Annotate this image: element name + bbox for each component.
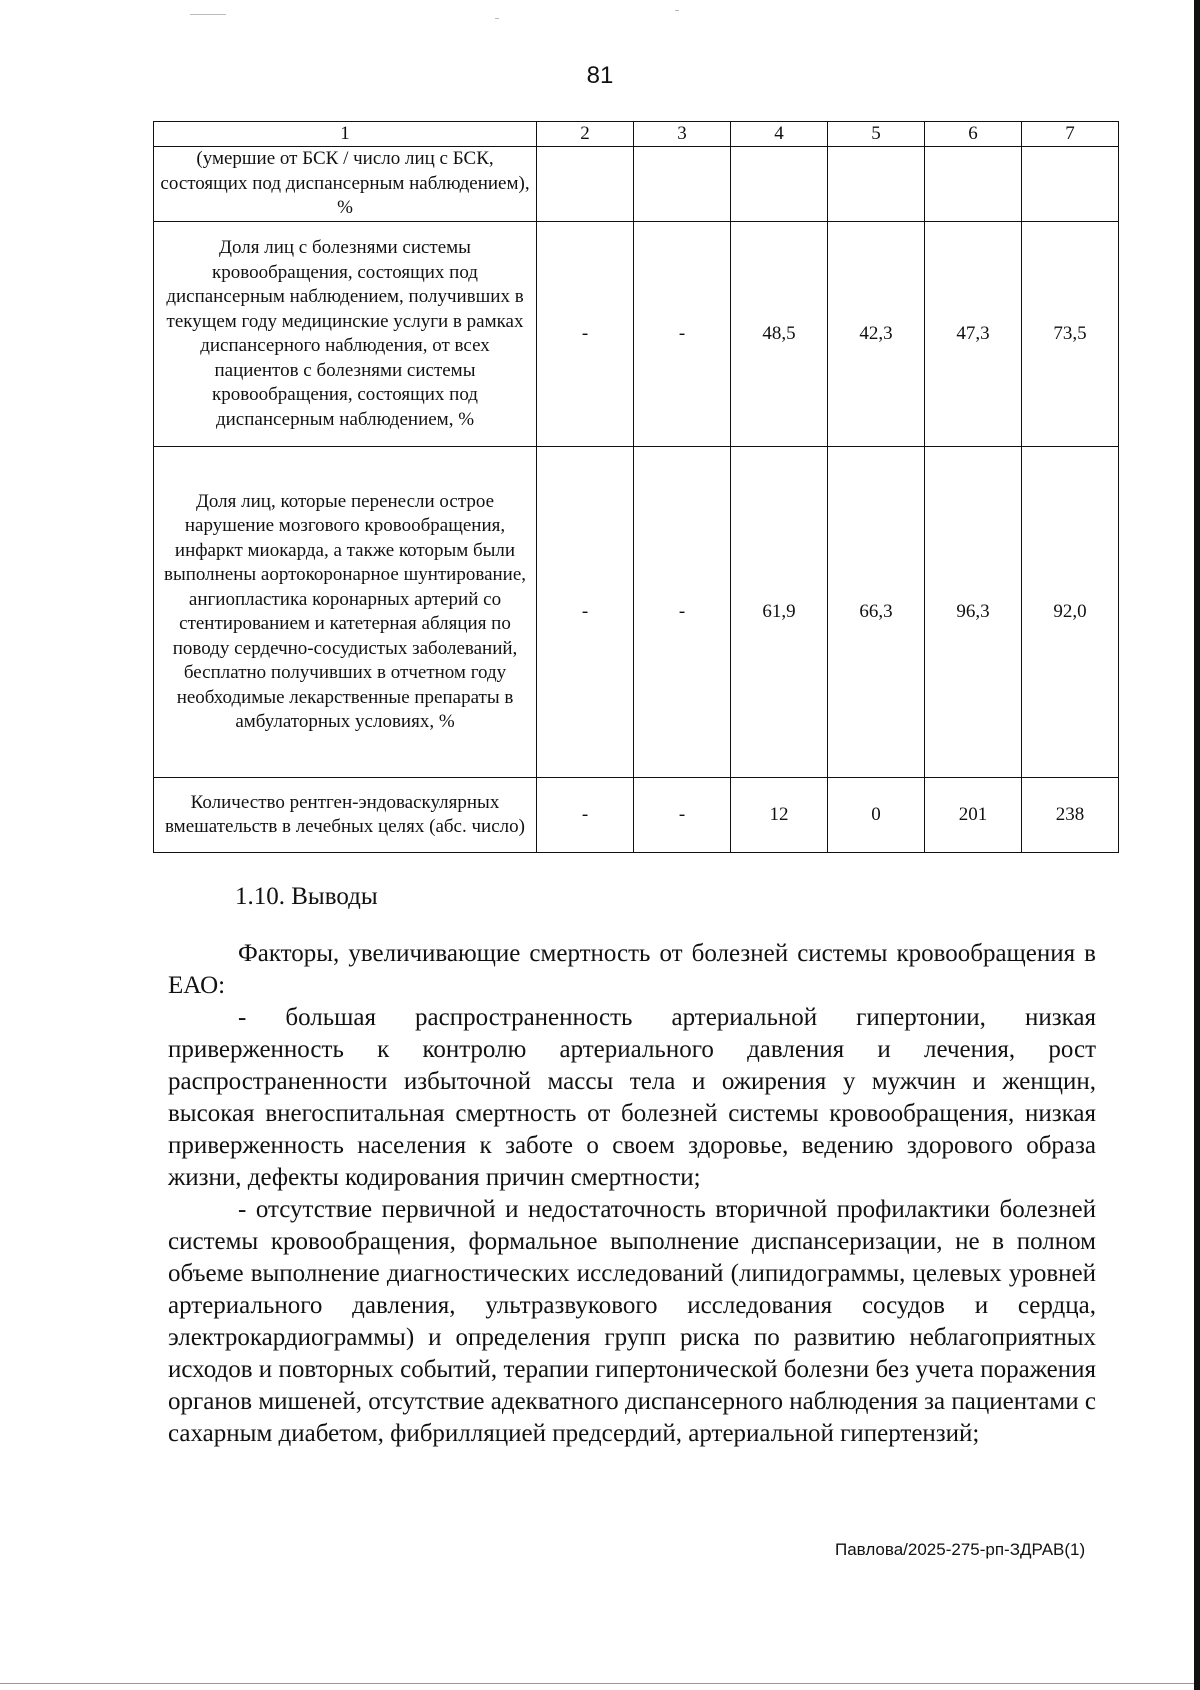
table-cell: 96,3 — [925, 447, 1022, 778]
row-label: Доля лиц, которые перенесли острое нарушение мозгового кровообращения, инфаркт миокарда, а также которым были выполнены аортокоронарное шунтирование, ангиопластика коронарных артерий со стентированием и катетерная абляция по поводу сердечно-сосудистых заболеваний, бесплатно получивших в отчетном году необходимые лекарственные препараты в амбулаторных условиях, % — [154, 447, 537, 778]
data-table — [153, 121, 1119, 853]
scan-bottom-edge — [0, 1683, 1194, 1684]
table-cell: 0 — [828, 778, 925, 853]
column-header: 7 — [1022, 122, 1119, 147]
table-cell: 61,9 — [731, 447, 828, 778]
table-cell: - — [537, 447, 634, 778]
column-header: 3 — [634, 122, 731, 147]
table-cell — [634, 147, 731, 222]
row-label: Доля лиц с болезнями системы кровообращения, состоящих под диспансерным наблюдением, получивших в текущем году медицинские услуги в рамках диспансерного наблюдения, от всех пациентов с болезнями системы кровообращения, состоящих под диспансерным наблюдением, % — [154, 222, 537, 447]
table-cell — [925, 147, 1022, 222]
section-title: 1.10. Выводы — [235, 883, 378, 910]
scan-artifact-dash — [675, 10, 679, 11]
row-label: (умершие от БСК / число лиц с БСК, состоящих под диспансерным наблюдением), % — [154, 147, 537, 222]
table-cell: 66,3 — [828, 447, 925, 778]
paragraph: - большая распространенность артериальной гипертонии, низкая приверженность к контролю артериального давления и лечения, рост распространенности избыточной массы тела и ожирения у мужчин и женщин, высокая внегоспитальная смертность от болезней системы кровообращения, низкая приверженность населения к заботе о своем здоровье, ведению здорового образа жизни, дефекты кодирования причин смертности; — [168, 1004, 1096, 1191]
table-cell: 47,3 — [925, 222, 1022, 447]
table-cell: - — [537, 222, 634, 447]
table-cell — [1022, 147, 1119, 222]
table-header-row — [154, 122, 1119, 147]
row-label: Количество рентген-эндоваскулярных вмешательств в лечебных целях (абс. число) — [154, 778, 537, 853]
table-cell — [537, 147, 634, 222]
table-row — [154, 147, 1119, 222]
table-cell: - — [537, 778, 634, 853]
paragraph: Факторы, увеличивающие смертность от болезней системы кровообращения в ЕАО: — [168, 940, 1096, 999]
scan-page-edge — [1194, 0, 1200, 1690]
page-number: 81 — [586, 62, 614, 89]
table-cell: - — [634, 447, 731, 778]
table-row — [154, 447, 1119, 778]
table-cell: 12 — [731, 778, 828, 853]
column-header: 4 — [731, 122, 828, 147]
column-header: 5 — [828, 122, 925, 147]
paragraph: - отсутствие первичной и недостаточность вторичной профилактики болезней системы кровообращения, формальное выполнение диспансеризации, не в полном объеме выполнение диагностических исследований (липидограммы, целевых уровней артериального давления, ультразвукового исследования сосудов и сердца, электрокардиограммы) и определения групп риска по развитию неблагоприятных исходов и повторных событий, терапии гипертонической болезни без учета поражения органов мишеней, отсутствие адекватного диспансерного наблюдения за пациентами с сахарным диабетом, фибрилляцией предсердий, артериальной гипертензий; — [168, 1196, 1096, 1447]
table-cell — [731, 147, 828, 222]
section-body — [168, 938, 1096, 1450]
document-reference: Павлова/2025-275-рп-ЗДРАВ(1) — [835, 1540, 1086, 1559]
table-cell: 42,3 — [828, 222, 925, 447]
table-cell: - — [634, 778, 731, 853]
scan-artifact-dash — [495, 18, 499, 19]
table-row — [154, 778, 1119, 853]
table-cell: 92,0 — [1022, 447, 1119, 778]
scan-artifact-dash — [190, 14, 226, 15]
table-cell — [828, 147, 925, 222]
table-cell: 238 — [1022, 778, 1119, 853]
table-cell: 201 — [925, 778, 1022, 853]
table-cell: 48,5 — [731, 222, 828, 447]
table-row — [154, 222, 1119, 447]
column-header: 1 — [154, 122, 537, 147]
table-cell: 73,5 — [1022, 222, 1119, 447]
column-header: 6 — [925, 122, 1022, 147]
table-cell: - — [634, 222, 731, 447]
column-header: 2 — [537, 122, 634, 147]
